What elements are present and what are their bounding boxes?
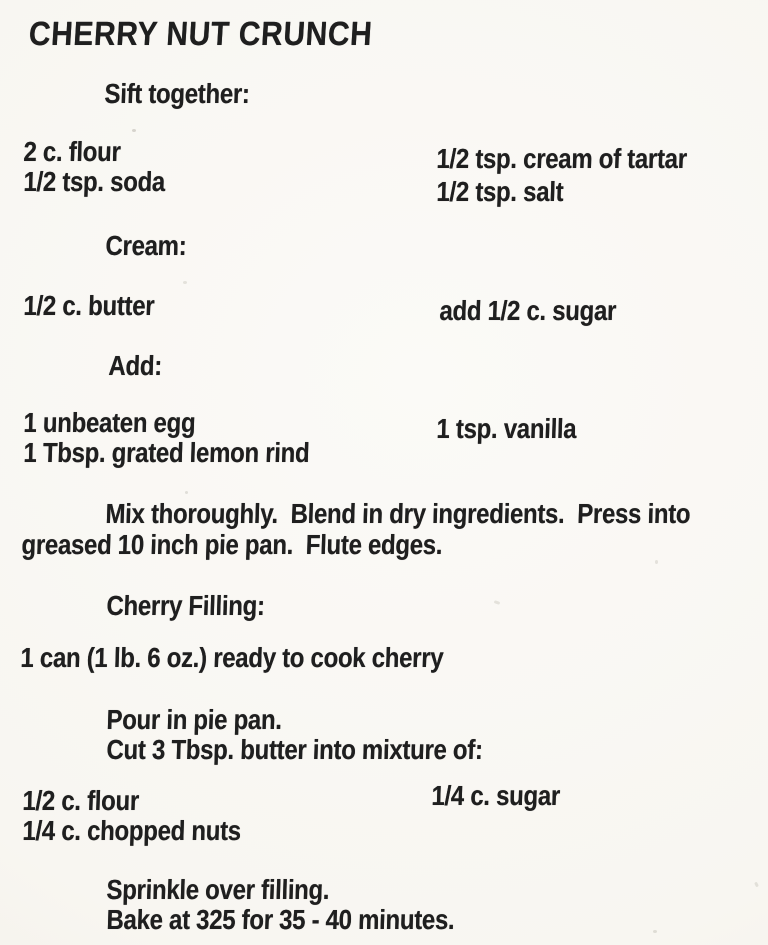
ingredient-flour: 2 c. flour xyxy=(23,137,122,169)
ingredient-cream-of-tartar: 1/2 tsp. cream of tartar xyxy=(436,144,688,176)
ingredient-vanilla: 1 tsp. vanilla xyxy=(436,414,577,446)
mix-paragraph-line-1: Mix thoroughly. Blend in dry ingredients. Press into xyxy=(105,499,691,531)
section-heading-sift: Sift together: xyxy=(104,79,251,111)
paper-speck xyxy=(655,560,658,564)
ingredient-add-sugar: add 1/2 c. sugar xyxy=(439,296,617,328)
step-pour-in-pan: Pour in pie pan. xyxy=(106,705,283,737)
ingredient-soda: 1/2 tsp. soda xyxy=(23,167,166,199)
ingredient-egg: 1 unbeaten egg xyxy=(23,408,196,440)
paper-speck xyxy=(185,491,188,494)
step-sprinkle: Sprinkle over filling. xyxy=(106,875,330,907)
paper-speck xyxy=(183,281,187,284)
step-bake: Bake at 325 for 35 - 40 minutes. xyxy=(106,905,455,937)
ingredient-salt: 1/2 tsp. salt xyxy=(436,177,564,209)
paper-speck xyxy=(754,882,759,888)
section-heading-cream: Cream: xyxy=(105,231,187,263)
section-heading-cherry-filling: Cherry Filling: xyxy=(106,591,266,623)
ingredient-butter: 1/2 c. butter xyxy=(23,291,155,323)
ingredient-cherry-can: 1 can (1 lb. 6 oz.) ready to cook cherry xyxy=(20,643,444,675)
ingredient-chopped-nuts: 1/4 c. chopped nuts xyxy=(22,816,242,848)
paper-speck xyxy=(494,600,501,605)
recipe-title: CHERRY NUT CRUNCH xyxy=(27,16,374,53)
ingredient-lemon-rind: 1 Tbsp. grated lemon rind xyxy=(23,438,310,470)
paper-speck xyxy=(653,930,657,933)
section-heading-add: Add: xyxy=(108,351,163,383)
ingredient-topping-sugar: 1/4 c. sugar xyxy=(431,781,561,813)
ingredient-topping-flour: 1/2 c. flour xyxy=(22,786,140,818)
paper-speck xyxy=(132,129,136,132)
step-cut-butter: Cut 3 Tbsp. butter into mixture of: xyxy=(106,735,484,767)
mix-paragraph-line-2: greased 10 inch pie pan. Flute edges. xyxy=(21,530,443,562)
